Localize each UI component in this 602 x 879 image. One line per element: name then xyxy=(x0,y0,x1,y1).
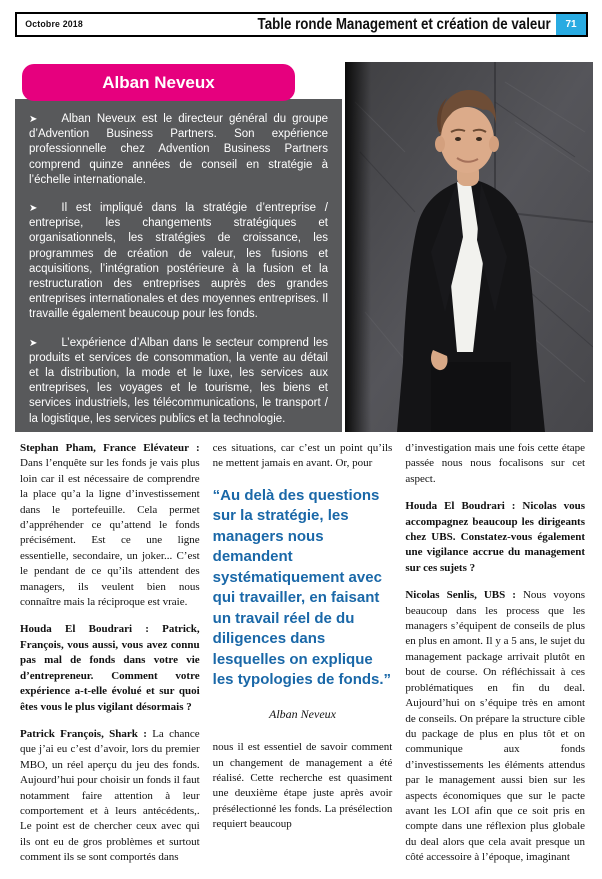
quote-attribution: Alban Neveux xyxy=(269,706,336,721)
article-column xyxy=(20,441,200,877)
profile-bullet: ➤ Il est impliqué dans la stratégie d’entreprise / entreprise, les changements stratégiques et organisationnels, les stratégies de croissance, les programmes de création de valeur, les fusions et acquisitions, l’intégration postérieure à la fusion et la restructuration des entreprises auprès des grandes entreprises internationales et des moyennes entreprises. Il travaille également beaucoup pour les fonds. xyxy=(29,202,328,321)
article-column xyxy=(405,441,585,877)
profile-name: Alban Neveux xyxy=(102,72,215,92)
portrait-photo-illustration xyxy=(345,62,593,432)
header-title: Table ronde Management et création de valeur xyxy=(257,15,551,33)
article-paragraph: nous il est essentiel de savoir comment un changement de management a été réalisé. Cette recherche est quasiment une deuxième étape juste après avoir présélectionné les fonds. La présélection requiert beaucoup xyxy=(212,741,393,831)
arrow-bullet-icon: ➤ xyxy=(29,114,38,125)
arrow-bullet-icon: ➤ xyxy=(29,337,38,349)
article-paragraph: Nicolas Senlis, UBS : Nous voyons beaucoup dans les process que les managers s’équipent de conseils de plus en plus en amont. Il y a 5 ans, le sujet du management package arrivait plutôt en bout de course. On réfléchissait à ces problématiques en fin du deal. Aujourd’hui on s’équipe très en amont de conseils. On prépare la structure cible du package de plus en plus tôt et on communique aux fonds d’investissements les éléments attendus par le management aussi bien sur les aspects économiques que sur le pacte avant les LOI afin que ce soit pris en compte dans une réflexion plus globale du deal alors que cela avait presque un côté accessoire à l’époque, imaginant xyxy=(405,589,585,864)
article-paragraph: Stephan Pham, France Elévateur : Dans l’enquête sur les fonds je vais plus loin car il est nécessaire de comprendre la place qu’a la ligne d’investissement dans le portefeuille. Cela permet d’appréhender ce qu’attend le fonds précisément. Est ce une ligne essentielle, secondaire, un joker... C’est le pendant de ce qu’ils attendent des managers, ils veulent bien nous connaître mais la réciproque est vraie. xyxy=(20,442,200,609)
article-columns xyxy=(20,441,585,877)
article-column xyxy=(213,441,393,877)
header-date: Octobre 2018 xyxy=(25,19,83,30)
page-number-badge: 71 xyxy=(556,14,586,35)
profile-bullet: ➤ Alban Neveux est le directeur général du groupe d’Advention Business Partners. Son expérience professionnelle chez Advention Business Partners comprend quinze années de conseil en stratégie à l’échelle internationale. xyxy=(29,113,328,186)
profile-bullets xyxy=(29,112,328,427)
article-paragraph: Houda El Boudrari : Patrick, François, vous aussi, vous avez connu pas mal de fonds dans votre vie d’entrepreneur. Comment votre expérience a-t-elle évolué et sur quoi êtes vous le plus vigilant désormais ? xyxy=(20,623,200,713)
speaker-name: Nicolas Senlis, UBS : xyxy=(405,589,523,602)
article-paragraph: Houda El Boudrari : Nicolas vous accompagnez beaucoup les dirigeants chez UBS. Constatez-vous également une vigilance accrue du management sur ces sujets ? xyxy=(405,500,585,574)
arrow-bullet-icon: ➤ xyxy=(29,203,38,215)
article-paragraph: Patrick François, Shark : La chance que j’ai eu c’est d’avoir, lors du premier MBO, un réel aperçu du jeu des fonds. Aujourd’hui pour choisir un fonds il faut notamment faire attention à leur comportement et à leurs antécédents,. Le point est de chercher ceux avec qui ils ont eu de gros problèmes et surtout comment ils se sont comportés dans xyxy=(20,727,200,864)
page-header xyxy=(15,12,588,37)
speaker-name: Patrick François, Shark : xyxy=(20,727,153,740)
profile-bio-box xyxy=(15,99,342,432)
pull-quote: “Au delà des questions sur la stratégie, les managers nous demandent systématiquement avec qui travailler, en faisant un travail réel de du diligences dans lesquelles on explique les typologies de fonds.” xyxy=(212,486,392,689)
article-paragraph: ces situations, car c’est un point qu’ils ne mettent jamais en avant. Or, pour xyxy=(212,442,393,470)
article-paragraph: d’investigation mais une fois cette étape passée nous nous focalisons sur cet aspect. xyxy=(405,442,585,485)
profile-bullet: ➤ L’expérience d’Alban dans le secteur comprend les produits et services de consommation, la vente au détail et la distribution, la mode et le luxe, les services aux entreprises, les voyages et le tourisme, les biens et services industriels, les télécommunications, le transport / la logistique, les services publics et la technologie. xyxy=(29,336,328,425)
speaker-name: Stephan Pham, France Elévateur : xyxy=(20,442,200,454)
portrait-photo xyxy=(345,62,593,432)
profile-name-box xyxy=(22,64,295,101)
